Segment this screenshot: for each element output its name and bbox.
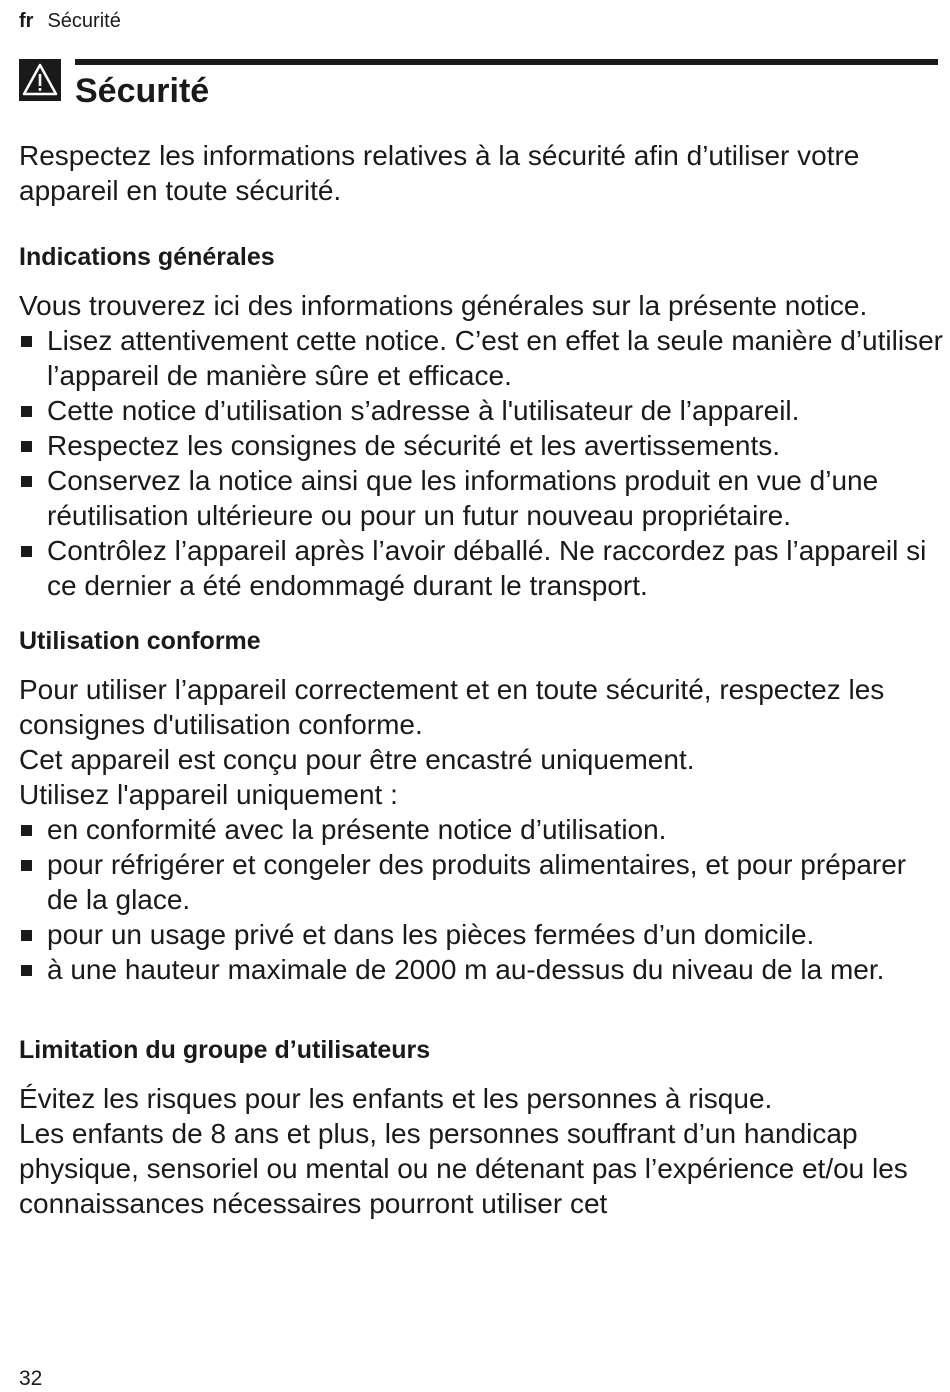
user-group-heading: Limitation du groupe d’utilisateurs: [19, 1036, 431, 1064]
list-item: Conservez la notice ainsi que les informations produit en vue d’une réutilisation ultérieure ou pour un futur nouveau propriétaire.: [19, 463, 944, 533]
list-item: Cette notice d’utilisation s’adresse à l'utilisateur de l’appareil.: [19, 393, 944, 428]
page-number: 32: [19, 1367, 43, 1390]
usage-bullet-list: [19, 812, 944, 987]
list-item: pour un usage privé et dans les pièces fermées d’un domicile.: [19, 917, 944, 952]
user-group-paragraph-1: Évitez les risques pour les enfants et les personnes à risque.: [19, 1083, 773, 1114]
warning-triangle-icon: [19, 59, 61, 101]
list-item: à une hauteur maximale de 2000 m au-dessus du niveau de la mer.: [19, 952, 944, 987]
main-content: [19, 138, 944, 1221]
list-item: en conformité avec la présente notice d’utilisation.: [19, 812, 944, 847]
list-item: Lisez attentivement cette notice. C’est en effet la seule manière d’utiliser l’appareil de manière sûre et efficace.: [19, 323, 944, 393]
running-section-title: Sécurité: [47, 10, 121, 32]
usage-heading: Utilisation conforme: [19, 627, 261, 655]
usage-paragraph-1: Pour utiliser l’appareil correctement et en toute sécurité, respectez les consignes d'utilisation conforme.: [19, 674, 885, 740]
list-item: Respectez les consignes de sécurité et les avertissements.: [19, 428, 944, 463]
general-bullet-list: [19, 323, 944, 603]
page-title: Sécurité: [75, 72, 210, 110]
running-header: [19, 10, 121, 33]
title-rule: [75, 59, 938, 65]
list-item: Contrôlez l’appareil après l’avoir déballé. Ne raccordez pas l’appareil si ce dernier a été endommagé durant le transport.: [19, 533, 944, 603]
usage-paragraph-2: Cet appareil est conçu pour être encastré uniquement.: [19, 744, 695, 775]
language-code: fr: [19, 10, 34, 32]
list-item: pour réfrigérer et congeler des produits alimentaires, et pour préparer de la glace.: [19, 847, 944, 917]
general-paragraph: Vous trouverez ici des informations générales sur la présente notice.: [19, 290, 868, 321]
intro-paragraph: Respectez les informations relatives à la sécurité afin d’utiliser votre appareil en toute sécurité.: [19, 140, 860, 206]
usage-paragraph-3: Utilisez l'appareil uniquement :: [19, 779, 398, 810]
user-group-paragraph-2: Les enfants de 8 ans et plus, les personnes souffrant d’un handicap physique, sensoriel ou mental ou ne détenant pas l’expérience et/ou les connaissances nécessaires pourront utiliser cet: [19, 1118, 908, 1219]
general-heading: Indications générales: [19, 243, 275, 271]
